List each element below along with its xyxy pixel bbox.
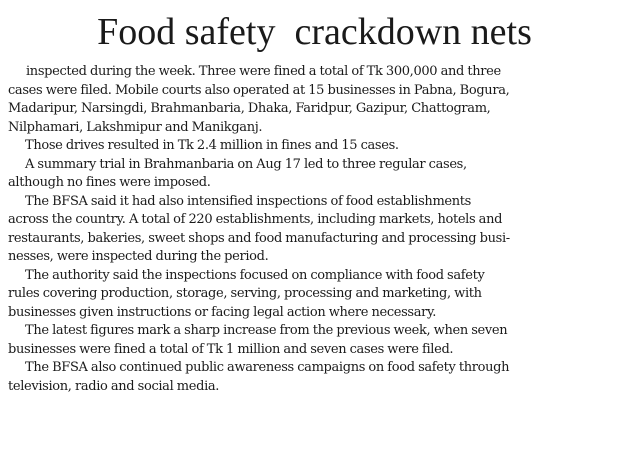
article-line: although no fines were imposed. [8, 175, 211, 190]
article-line: cases were filed. Mobile courts also operated at 15 businesses in Pabna, Bogura, [8, 82, 510, 98]
article-line: The latest figures mark a sharp increase from the previous week, when seven [25, 323, 508, 338]
article-line: The authority said the inspections focused on compliance with food safety [25, 267, 485, 283]
article-line: The BFSA also continued public awareness campaigns on food safety through [25, 360, 510, 375]
article-line: rules covering production, storage, serving, processing and marketing, with [8, 286, 482, 301]
article-line: A summary trial in Brahmanbaria on Aug 17 led to three regular cases, [25, 156, 467, 172]
headline: Food safety crackdown nets [97, 11, 532, 53]
article-body [8, 63, 629, 396]
article-line: businesses given instructions or facing legal action where necessary. [8, 304, 437, 320]
article-line: The BFSA said it had also intensified inspections of food establishments [25, 193, 471, 209]
article-line: Madaripur, Narsingdi, Brahmanbaria, Dhaka, Faridpur, Gazipur, Chattogram, [8, 101, 491, 116]
article-line: businesses were fined a total of Tk 1 million and seven cases were filed. [8, 341, 454, 357]
article-line: Those drives resulted in Tk 2.4 million in fines and 15 cases. [25, 138, 399, 153]
article-line: inspected during the week. Three were fined a total of Tk 300,000 and three [26, 64, 501, 79]
article-line: across the country. A total of 220 establishments, including markets, hotels and [8, 212, 503, 227]
article-line: restaurants, bakeries, sweet shops and food manufacturing and processing busi- [8, 230, 510, 246]
article-line: Nilphamari, Lakshmipur and Manikganj. [8, 119, 263, 135]
article-line: nesses, were inspected during the period. [8, 249, 269, 264]
article-line: television, radio and social media. [8, 378, 220, 394]
